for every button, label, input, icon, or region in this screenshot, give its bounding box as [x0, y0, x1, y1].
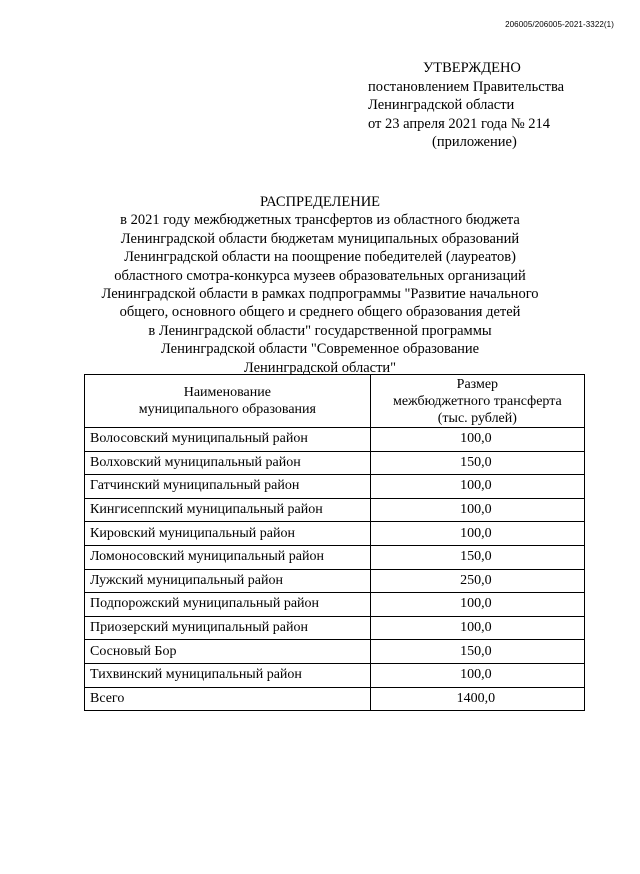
- municipality-name: Тихвинский муниципальный район: [85, 663, 371, 687]
- transfer-amount: 150,0: [370, 545, 584, 569]
- title-line: в 2021 году межбюджетных трансфертов из областного бюджета: [120, 212, 520, 229]
- transfer-amount: 150,0: [370, 640, 584, 664]
- header-text: (тыс. рублей): [437, 410, 517, 426]
- transfer-amount: 100,0: [370, 522, 584, 546]
- approval-stamp: [366, 59, 564, 152]
- municipality-name: Волосовский муниципальный район: [85, 428, 371, 452]
- total-amount: 1400,0: [370, 687, 584, 711]
- municipality-name: Лужский муниципальный район: [85, 569, 371, 593]
- transfer-amount: 100,0: [370, 475, 584, 499]
- title-line: Ленинградской области на поощрение победителей (лауреатов): [124, 249, 516, 266]
- municipality-name: Волховский муниципальный район: [85, 451, 371, 475]
- title-line: Ленинградской области": [243, 359, 397, 376]
- document-title: [0, 193, 640, 377]
- transfer-amount: 150,0: [370, 451, 584, 475]
- municipality-name: Кировский муниципальный район: [85, 522, 371, 546]
- municipality-name: Приозерский муниципальный район: [85, 616, 371, 640]
- table-row: [85, 522, 585, 546]
- title-line: Ленинградской области в рамках подпрограммы "Развитие начального: [101, 286, 539, 303]
- transfer-amount: 100,0: [370, 428, 584, 452]
- transfer-amount: 250,0: [370, 569, 584, 593]
- table-row: [85, 640, 585, 664]
- municipality-name: Сосновый Бор: [85, 640, 371, 664]
- table-row: [85, 428, 585, 452]
- approval-heading: УТВЕРЖДЕНО: [423, 60, 521, 76]
- title-line: общего, основного общего и среднего общего образования детей: [119, 304, 521, 321]
- table-row: [85, 663, 585, 687]
- title-line: Ленинградской области бюджетам муниципальных образований: [120, 230, 520, 247]
- transfer-amount: 100,0: [370, 593, 584, 617]
- header-text: Наименование: [183, 385, 271, 400]
- document-id: 206005/206005-2021-3322(1): [505, 20, 614, 29]
- municipality-name: Кингисеппский муниципальный район: [85, 498, 371, 522]
- title-line: в Ленинградской области" государственной программы: [148, 322, 492, 339]
- table-total-row: [85, 687, 585, 711]
- transfer-amount: 100,0: [370, 663, 584, 687]
- table-row: [85, 475, 585, 499]
- municipality-name: Ломоносовский муниципальный район: [85, 545, 371, 569]
- header-transfer-amount: [370, 375, 584, 428]
- transfer-amount: 100,0: [370, 498, 584, 522]
- approval-date-line: от 23 апреля 2021 года № 214: [368, 115, 551, 132]
- header-municipality: [85, 375, 371, 428]
- table-row: [85, 545, 585, 569]
- header-text: муниципального образования: [138, 402, 316, 417]
- municipality-name: Подпорожский муниципальный район: [85, 593, 371, 617]
- approval-note: (приложение): [432, 134, 517, 150]
- total-label: Всего: [85, 687, 371, 711]
- table-row: [85, 616, 585, 640]
- title-heading: РАСПРЕДЕЛЕНИЕ: [259, 194, 381, 210]
- approval-line: Ленинградской области: [368, 97, 515, 113]
- title-line: областного смотра-конкурса музеев образовательных организаций: [114, 267, 526, 284]
- table-header-row: [85, 375, 585, 428]
- municipality-name: Гатчинский муниципальный район: [85, 475, 371, 499]
- title-line: Ленинградской области "Современное образование: [160, 341, 480, 358]
- distribution-table: [84, 374, 585, 711]
- table-row: [85, 451, 585, 475]
- transfer-amount: 100,0: [370, 616, 584, 640]
- table-row: [85, 498, 585, 522]
- header-text: межбюджетного трансферта: [392, 393, 562, 409]
- table-row: [85, 593, 585, 617]
- approval-line: постановлением Правительства: [368, 78, 565, 95]
- header-text: Размер: [456, 376, 499, 392]
- table-row: [85, 569, 585, 593]
